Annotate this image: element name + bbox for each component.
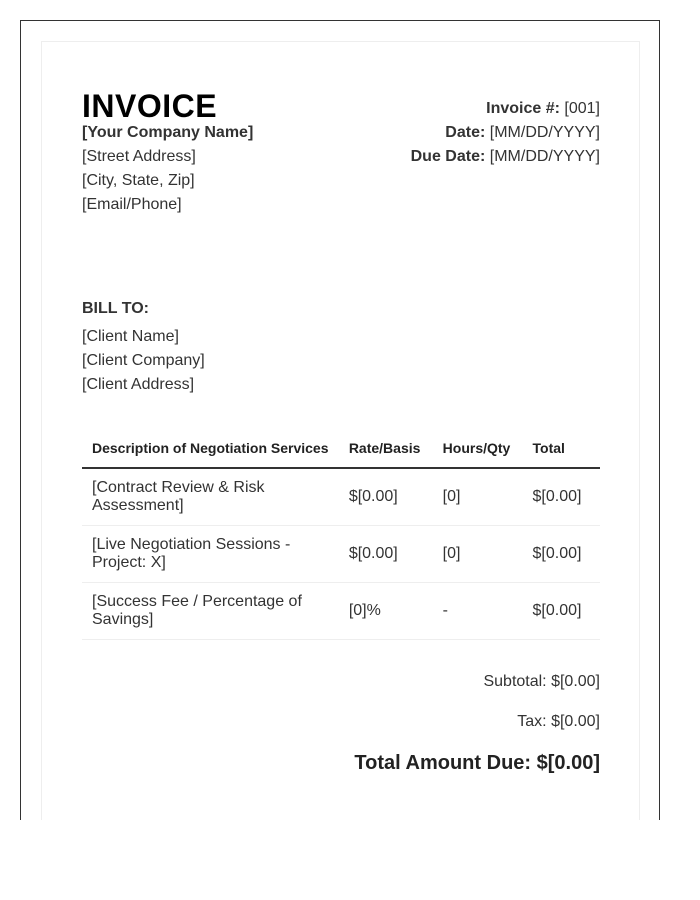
invoice-meta bbox=[411, 97, 600, 169]
bill-to-heading: BILL TO: bbox=[82, 300, 149, 317]
invoice-number-label: Invoice #: bbox=[486, 100, 560, 117]
header-rate: Rate/Basis bbox=[339, 428, 433, 468]
tax: Tax: $[0.00] bbox=[517, 713, 600, 730]
invoice-date-label: Date: bbox=[445, 124, 486, 141]
row-qty: [0] bbox=[433, 468, 523, 526]
client-address: [Client Address] bbox=[82, 376, 195, 393]
invoice-number-line bbox=[411, 97, 600, 121]
invoice-title: INVOICE bbox=[82, 88, 218, 124]
invoice-due-date-value: [MM/DD/YYYY] bbox=[489, 148, 600, 165]
bill-to-details bbox=[82, 325, 600, 397]
invoice-title-block bbox=[82, 82, 217, 126]
invoice-number-value: [001] bbox=[564, 100, 600, 117]
row-rate: $[0.00] bbox=[339, 526, 433, 583]
company-contact: [Email/Phone] bbox=[82, 196, 182, 213]
client-company: [Client Company] bbox=[82, 352, 205, 369]
invoice-content bbox=[82, 82, 600, 776]
header-description: Description of Negotiation Services bbox=[82, 428, 339, 468]
total-amount-due: Total Amount Due: $[0.00] bbox=[354, 752, 600, 774]
row-rate: $[0.00] bbox=[339, 468, 433, 526]
header-qty: Hours/Qty bbox=[433, 428, 523, 468]
services-table bbox=[82, 428, 600, 640]
invoice-date-line bbox=[411, 121, 600, 145]
row-qty: [0] bbox=[433, 526, 523, 583]
table-row bbox=[82, 583, 600, 640]
company-city: [City, State, Zip] bbox=[82, 172, 195, 189]
company-name: [Your Company Name] bbox=[82, 124, 254, 141]
row-total: $[0.00] bbox=[523, 583, 600, 640]
client-name: [Client Name] bbox=[82, 328, 179, 345]
table-row bbox=[82, 526, 600, 583]
bill-to-section bbox=[82, 297, 600, 397]
invoice-due-date-line bbox=[411, 145, 600, 169]
row-qty: - bbox=[433, 583, 523, 640]
invoice-due-date-label: Due Date: bbox=[410, 148, 486, 165]
row-description: [Success Fee / Percentage of Savings] bbox=[82, 583, 339, 640]
table-header-row bbox=[82, 428, 600, 468]
subtotal: Subtotal: $[0.00] bbox=[483, 673, 600, 690]
row-total: $[0.00] bbox=[523, 526, 600, 583]
company-street: [Street Address] bbox=[82, 148, 196, 165]
row-description: [Contract Review & Risk Assessment] bbox=[82, 468, 339, 526]
row-rate: [0]% bbox=[339, 583, 433, 640]
header-total: Total bbox=[523, 428, 600, 468]
table-row bbox=[82, 468, 600, 526]
row-total: $[0.00] bbox=[523, 468, 600, 526]
totals-section bbox=[82, 670, 600, 776]
row-description: [Live Negotiation Sessions - Project: X] bbox=[82, 526, 339, 583]
invoice-date-value: [MM/DD/YYYY] bbox=[489, 124, 600, 141]
